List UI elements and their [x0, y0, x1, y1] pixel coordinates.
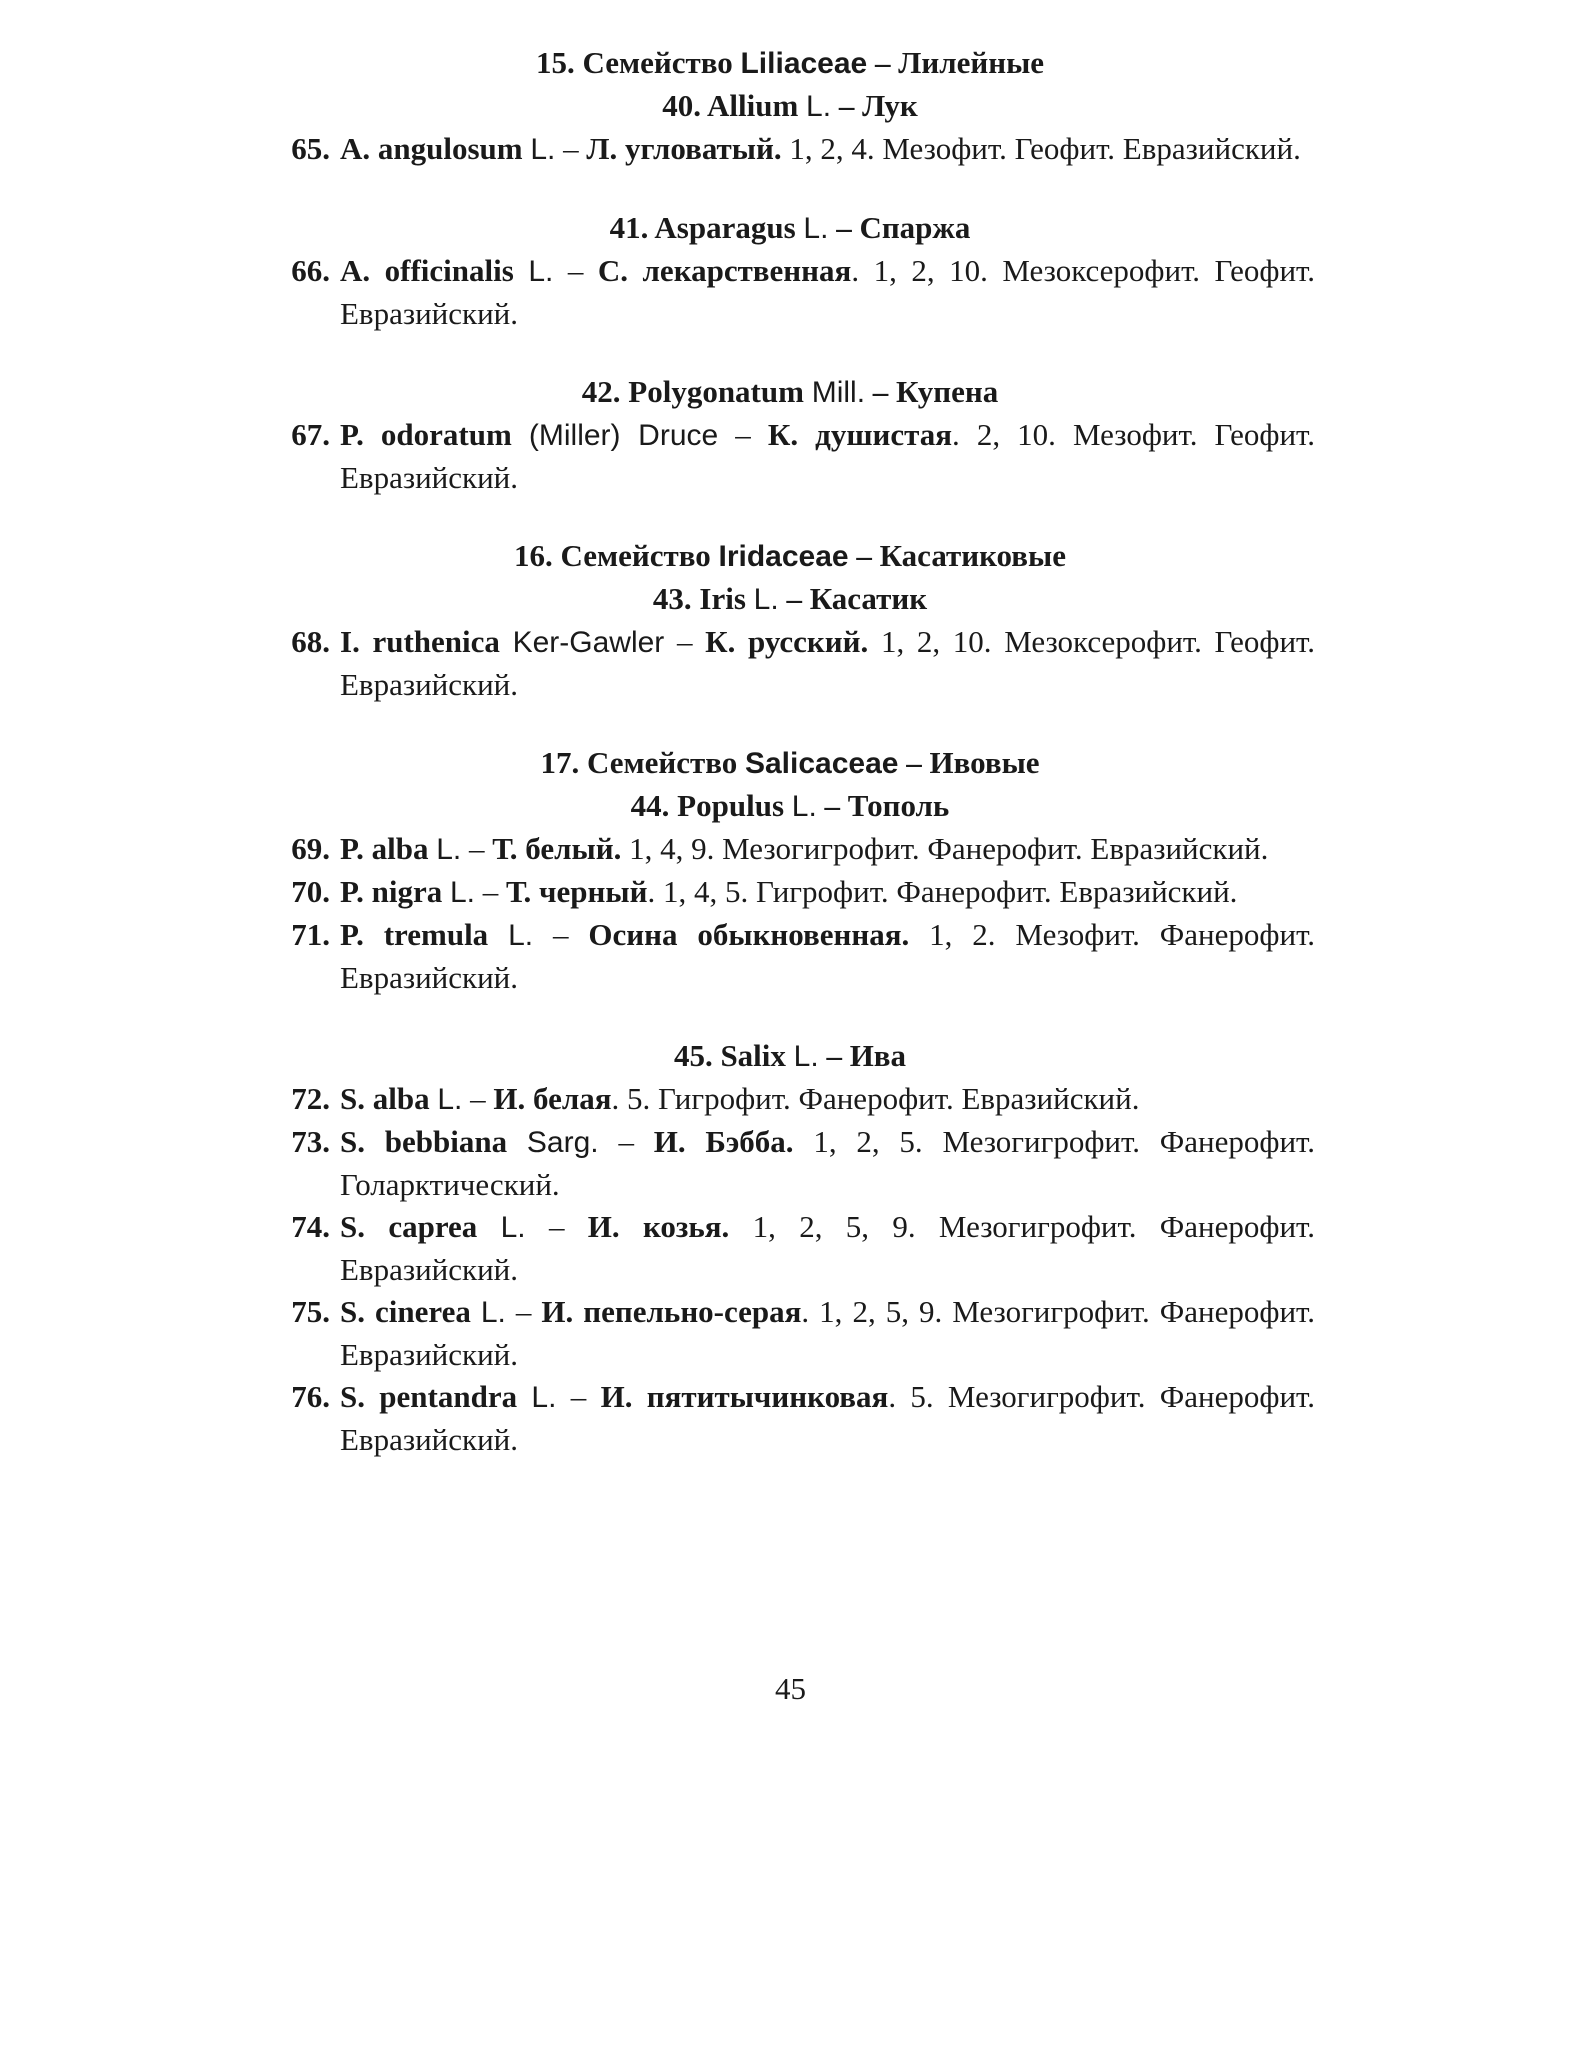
dash: –: [906, 745, 922, 780]
genus-russian-name: Купена: [896, 374, 999, 409]
species-number: 69.: [291, 831, 330, 866]
genus-author: L.: [793, 1040, 819, 1073]
dash: –: [553, 917, 569, 952]
species-number: 76.: [291, 1379, 330, 1414]
species-entry: [265, 128, 1315, 171]
species-russian-name: И. Бэбба.: [653, 1124, 794, 1159]
dash: –: [468, 831, 485, 866]
dash: –: [836, 210, 852, 245]
species-number: 71.: [291, 917, 330, 952]
dash: –: [515, 1294, 532, 1329]
species-author: L.: [480, 1296, 506, 1329]
genus-latin-name: Populus: [677, 788, 785, 823]
species-latin-name: S. alba: [340, 1081, 430, 1116]
dash: –: [548, 1209, 565, 1244]
genus-number: 44.: [630, 788, 670, 823]
genus-number: 41.: [609, 210, 649, 245]
species-russian-name: Т. белый.: [492, 831, 622, 866]
species-entry: [265, 1206, 1315, 1291]
genus-number: 45.: [673, 1038, 713, 1073]
dash: –: [570, 1379, 587, 1414]
species-description: . 1, 2, 5, 9. Мезогигрофит. Фанерофит. Евразийский.: [340, 1294, 1316, 1372]
species-russian-name: И. пятитычинковая: [600, 1379, 889, 1414]
family-heading: [265, 742, 1315, 785]
dash: –: [676, 624, 693, 659]
genus-heading: [265, 578, 1315, 621]
species-description: . 1, 4, 5. Гигрофит. Фанерофит. Евразийский.: [647, 874, 1238, 909]
dash: –: [563, 131, 579, 166]
dash: –: [824, 788, 841, 823]
family-prefix: Семейство: [560, 538, 711, 573]
page-number: 45: [775, 1671, 806, 1706]
species-latin-name: S. bebbiana: [340, 1124, 508, 1159]
genus-russian-name: Спаржа: [859, 210, 971, 245]
family-prefix: Семейство: [582, 45, 733, 80]
family-prefix: Семейство: [586, 745, 738, 780]
genus-heading: [265, 207, 1315, 250]
dash: –: [618, 1124, 634, 1159]
genus-heading: [265, 371, 1315, 414]
species-author: L.: [449, 876, 475, 909]
family-heading: [265, 42, 1315, 85]
dash: –: [567, 253, 584, 288]
species-latin-name: P. nigra: [340, 874, 443, 909]
family-russian-name: Ивовые: [929, 745, 1040, 780]
dash: –: [470, 1081, 486, 1116]
genus-author: Mill.: [811, 376, 866, 409]
species-russian-name: И. белая: [493, 1081, 612, 1116]
species-number: 68.: [291, 624, 330, 659]
dash: –: [856, 538, 872, 573]
species-number: 74.: [291, 1209, 330, 1244]
species-latin-name: P. odoratum: [340, 417, 512, 452]
species-entry: [265, 1078, 1315, 1121]
species-entry: [265, 1291, 1315, 1376]
species-number: 72.: [291, 1081, 330, 1116]
species-description: 1, 2, 4. Мезофит. Геофит. Евразийский.: [789, 131, 1301, 166]
dash: –: [875, 45, 891, 80]
species-entry: [265, 828, 1315, 871]
genus-number: 43.: [652, 581, 692, 616]
species-russian-name: Л. угловатый.: [586, 131, 782, 166]
species-description: . 5. Гигрофит. Фанерофит. Евразийский.: [611, 1081, 1140, 1116]
species-description: 1, 2, 5, 9. Мезогигрофит. Фанерофит. Евразийский.: [340, 1209, 1316, 1287]
species-latin-name: S. cinerea: [340, 1294, 471, 1329]
species-russian-name: И. пепельно-серая: [541, 1294, 802, 1329]
genus-russian-name: Лук: [862, 88, 918, 123]
species-entry: [265, 621, 1315, 706]
dash: –: [786, 581, 802, 616]
species-number: 65.: [291, 131, 330, 166]
species-russian-name: К. душистая: [767, 417, 953, 452]
species-russian-name: К. русский.: [705, 624, 869, 659]
species-description: 1, 2. Мезофит. Фанерофит. Евразийский.: [340, 917, 1316, 995]
species-latin-name: A. angulosum: [340, 131, 523, 166]
dash: –: [838, 88, 855, 123]
species-entry: [265, 914, 1315, 999]
species-author: L.: [530, 133, 556, 166]
species-russian-name: С. лекарственная: [597, 253, 852, 288]
genus-latin-name: Salix: [720, 1038, 786, 1073]
family-number: 16.: [513, 538, 553, 573]
species-number: 70.: [291, 874, 330, 909]
species-author: L.: [437, 1083, 463, 1116]
family-number: 15.: [535, 45, 575, 80]
species-latin-name: I. ruthenica: [340, 624, 500, 659]
family-latin-name: Liliaceae: [740, 47, 868, 80]
genus-heading: [265, 785, 1315, 828]
family-latin-name: Iridaceae: [718, 540, 849, 573]
species-entry: [265, 1376, 1315, 1461]
species-entry: [265, 871, 1315, 914]
genus-russian-name: Ива: [849, 1038, 907, 1073]
genus-heading: [265, 1035, 1315, 1078]
species-russian-name: И. козья.: [587, 1209, 730, 1244]
species-entry: [265, 1121, 1315, 1206]
species-russian-name: Осина обыкновенная.: [588, 917, 910, 952]
genus-author: L.: [753, 583, 779, 616]
dash: –: [482, 874, 499, 909]
family-russian-name: Касатиковые: [879, 538, 1066, 573]
species-description: 1, 4, 9. Мезогигрофит. Фанерофит. Евразийский.: [629, 831, 1269, 866]
species-number: 67.: [291, 417, 330, 452]
species-entry: [265, 250, 1315, 335]
genus-heading: [265, 85, 1315, 128]
dash: –: [735, 417, 751, 452]
dash: –: [872, 374, 889, 409]
genus-russian-name: Тополь: [847, 788, 950, 823]
species-number: 66.: [291, 253, 330, 288]
species-author: L.: [508, 919, 534, 952]
species-author: Ker-Gawler: [512, 626, 665, 659]
family-latin-name: Salicaceae: [744, 747, 899, 780]
species-russian-name: Т. черный: [505, 874, 648, 909]
genus-latin-name: Asparagus: [654, 210, 796, 245]
species-number: 73.: [291, 1124, 330, 1159]
family-number: 17.: [540, 745, 580, 780]
species-description: 1, 2, 5. Мезогигрофит. Фанерофит. Голарктический.: [340, 1124, 1316, 1202]
genus-latin-name: Allium: [707, 88, 799, 123]
genus-latin-name: Polygonatum: [628, 374, 804, 409]
genus-number: 42.: [581, 374, 621, 409]
family-heading: [265, 535, 1315, 578]
species-list: [265, 42, 1315, 1461]
species-author: L.: [528, 255, 554, 288]
species-number: 75.: [291, 1294, 330, 1329]
genus-author: L.: [803, 212, 829, 245]
species-latin-name: P. alba: [340, 831, 429, 866]
genus-russian-name: Касатик: [809, 581, 928, 616]
genus-latin-name: Iris: [699, 581, 746, 616]
species-latin-name: A. officinalis: [340, 253, 514, 288]
species-description: . 2, 10. Мезофит. Геофит. Евразийский.: [340, 417, 1316, 495]
species-author: L.: [531, 1381, 557, 1414]
dash: –: [826, 1038, 842, 1073]
species-latin-name: S. pentandra: [340, 1379, 518, 1414]
family-russian-name: Лилейные: [898, 45, 1045, 80]
genus-author: L.: [791, 790, 817, 823]
species-description: . 1, 2, 10. Мезоксерофит. Геофит. Евразийский.: [340, 253, 1316, 331]
species-author: Sarg.: [526, 1126, 599, 1159]
species-description: . 5. Мезогигрофит. Фанерофит. Евразийский.: [340, 1379, 1316, 1457]
genus-author: L.: [806, 90, 832, 123]
species-author: L.: [500, 1211, 526, 1244]
species-author: (Miller) Druce: [528, 419, 719, 452]
species-entry: [265, 414, 1315, 499]
species-latin-name: S. caprea: [340, 1209, 478, 1244]
species-author: L.: [436, 833, 462, 866]
species-description: 1, 2, 10. Мезоксерофит. Геофит. Евразийский.: [340, 624, 1316, 702]
genus-number: 40.: [662, 88, 701, 123]
species-latin-name: P. tremula: [340, 917, 489, 952]
